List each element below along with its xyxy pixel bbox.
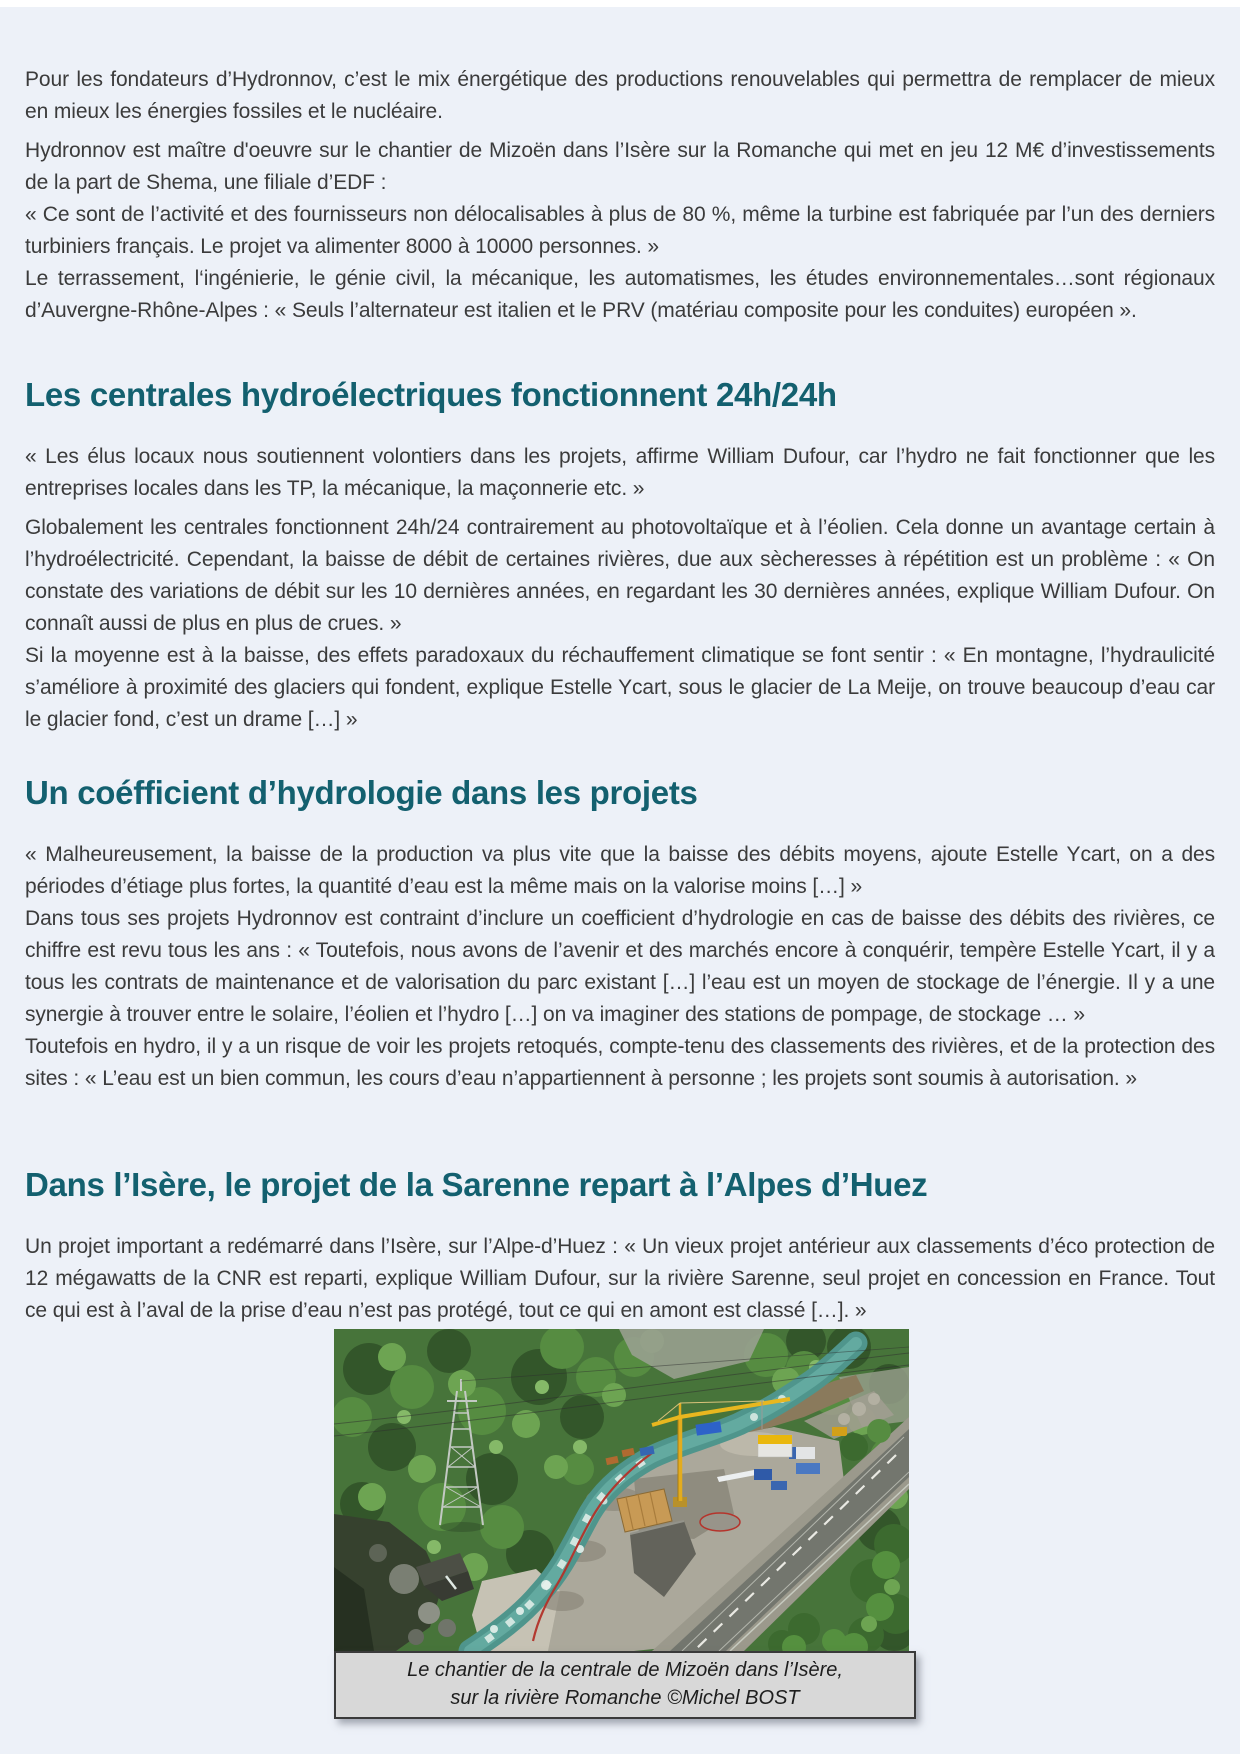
paragraph: « Malheureusement, la baisse de la production va plus vite que la baisse des débits moyens, ajoute Estelle Ycart, on a des périodes d’étiage plus fortes, la quantité d’eau est la même mais on la valorise moins […] » xyxy=(25,843,1215,898)
section-heading: Dans l’Isère, le projet de la Sarenne repart à l’Alpes d’Huez xyxy=(25,1166,928,1203)
aerial-photo-illustration xyxy=(334,1329,909,1651)
section-heading: Les centrales hydroélectriques fonctionnent 24h/24h xyxy=(25,376,837,413)
intro-section xyxy=(25,64,1215,327)
section-sarenne xyxy=(25,1164,1215,1327)
paragraph: « Les élus locaux nous soutiennent volontiers dans les projets, affirme William Dufour, car l’hydro ne fait fonctionner que les entreprises locales dans les TP, la mécanique, la maçonnerie etc. » xyxy=(25,445,1215,500)
paragraph: Dans tous ses projets Hydronnov est contraint d’inclure un coefficient d’hydrologie en cas de baisse des débits des rivières, ce chiffre est revu tous les ans : « Toutefois, nous avons de l’avenir et des marchés encore à conquérir, tempère Estelle Ycart, il y a tous les contrats de maintenance et de valorisation du parc existant […] l’eau est un moyen de stockage de l’énergie. Il y a une synergie à trouver entre le solaire, l’éolien et l’hydro […] on va imaginer des stations de pompage, de stockage … » xyxy=(25,907,1215,1026)
caption-line: Le chantier de la centrale de Mizoën dans l’Isère, xyxy=(407,1659,843,1681)
caption-line: sur la rivière Romanche ©Michel BOST xyxy=(450,1687,800,1709)
paragraph: Si la moyenne est à la baisse, des effets paradoxaux du réchauffement climatique se font sentir : « En montagne, l’hydraulicité s’améliore à proximité des glaciers qui fondent, explique Estelle Ycart, sous le glacier de La Meije, on trouve beaucoup d’eau car le glacier fond, c’est un drame […] » xyxy=(25,644,1215,731)
paragraph: Pour les fondateurs d’Hydronnov, c’est le mix énergétique des productions renouvelables qui permettra de remplacer de mieux en mieux les énergies fossiles et le nucléaire. xyxy=(25,68,1215,123)
paragraph: Un projet important a redémarré dans l’Isère, sur l’Alpe-d’Huez : « Un vieux projet antérieur aux classements d’éco protection de 12 mégawatts de la CNR est reparti, explique William Dufour, sur la rivière Sarenne, seul projet en concession en France. Tout ce qui est à l’aval de la prise d’eau n’est pas protégé, tout ce qui en amont est classé […]. » xyxy=(25,1235,1215,1322)
paragraph: Globalement les centrales fonctionnent 24h/24 contrairement au photovoltaïque et à l’éolien. Cela donne un avantage certain à l’hydroélectricité. Cependant, la baisse de débit de certaines rivières, due aux sècheresses à répétition est un problème : « On constate des variations de débit sur les 10 dernières années, en regardant les 30 dernières années, explique William Dufour. On connaît aussi de plus en plus de crues. » xyxy=(25,516,1215,635)
paragraph: « Ce sont de l’activité et des fournisseurs non délocalisables à plus de 80 %, même la turbine est fabriquée par l’un des derniers turbiniers français. Le projet va alimenter 8000 à 10000 personnes. » xyxy=(25,203,1215,258)
section-centrales xyxy=(25,374,1215,736)
section-coefficient xyxy=(25,772,1215,1095)
site-cabin xyxy=(758,1435,792,1457)
paragraph: Le terrassement, l‘ingénierie, le génie civil, la mécanique, les automatismes, les études environnementales…sont régionaux d’Auvergne-Rhône-Alpes : « Seuls l’alternateur est italien et le PRV (matériau composite pour les conduites) européen ». xyxy=(25,267,1215,322)
photo-caption xyxy=(334,1651,916,1719)
construction-site-photo xyxy=(334,1329,909,1651)
paragraph: Hydronnov est maître d'oeuvre sur le chantier de Mizoën dans l’Isère sur la Romanche qui met en jeu 12 M€ d’investissements de la part de Shema, une filiale d’EDF : xyxy=(25,139,1215,194)
section-heading: Un coéfficient d’hydrologie dans les projets xyxy=(25,774,698,811)
page-top-margin xyxy=(0,0,1240,7)
paragraph: Toutefois en hydro, il y a un risque de voir les projets retoqués, compte-tenu des classements des rivières, et de la protection des sites : « L’eau est un bien commun, les cours d’eau n’appartiennent à personne ; les projets sont soumis à autorisation. » xyxy=(25,1035,1215,1090)
